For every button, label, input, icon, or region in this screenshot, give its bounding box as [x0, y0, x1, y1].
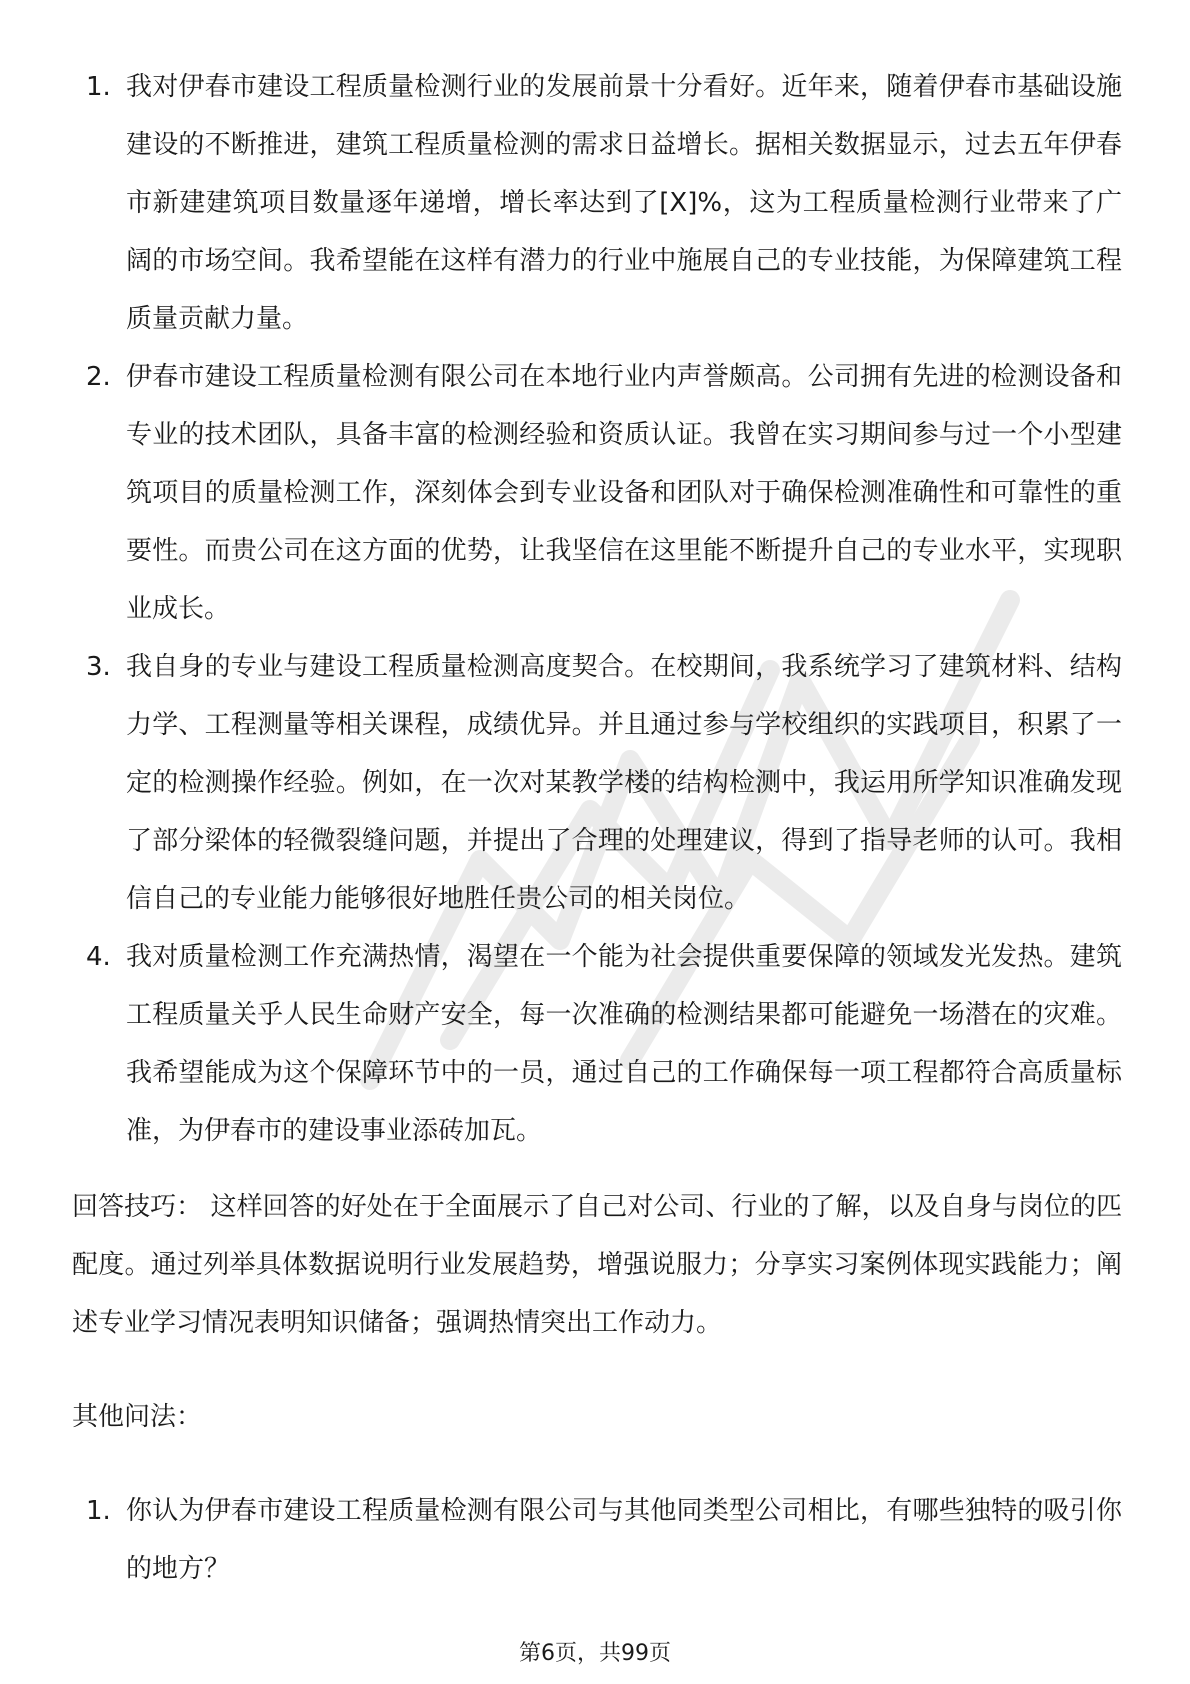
other-questions-list [72, 1482, 1122, 1598]
list-item [72, 58, 1122, 348]
list-item-text: 伊春市建设工程质量检测有限公司在本地行业内声誉颇高。公司拥有先进的检测设备和专业的技术团队，具备丰富的检测经验和资质认证。我曾在实习期间参与过一个小型建筑项目的质量检测工作，深刻体会到专业设备和团队对于确保检测准确性和可靠性的重要性。而贵公司在这方面的优势，让我坚信在这里能不断提升自己的专业水平，实现职业成长。 [126, 362, 1122, 624]
list-item-text: 我对质量检测工作充满热情，渴望在一个能为社会提供重要保障的领域发光发热。建筑工程质量关乎人民生命财产安全，每一次准确的检测结果都可能避免一场潜在的灾难。我希望能成为这个保障环节中的一员，通过自己的工作确保每一项工程都符合高质量标准，为伊春市的建设事业添砖加瓦。 [126, 942, 1122, 1146]
list-item-number: 2. [86, 362, 111, 392]
answer-list [72, 58, 1122, 1160]
other-questions-title: 其他问法： [72, 1402, 203, 1432]
list-item-number: 1. [86, 1496, 111, 1526]
list-item [72, 928, 1122, 1160]
list-item-number: 1. [86, 72, 111, 102]
list-item-text: 我自身的专业与建设工程质量检测高度契合。在校期间，我系统学习了建筑材料、结构力学、工程测量等相关课程，成绩优异。并且通过参与学校组织的实践项目，积累了一定的检测操作经验。例如，在一次对某教学楼的结构检测中，我运用所学知识准确发现了部分梁体的轻微裂缝问题，并提出了合理的处理建议，得到了指导老师的认可。我相信自己的专业能力能够很好地胜任贵公司的相关岗位。 [126, 652, 1122, 914]
document-content [72, 58, 1122, 1598]
list-item [72, 638, 1122, 928]
list-item [72, 348, 1122, 638]
list-item-text: 你认为伊春市建设工程质量检测有限公司与其他同类型公司相比，有哪些独特的吸引你的地方？ [126, 1496, 1122, 1584]
page-number: 第6页，共99页 [519, 1641, 671, 1666]
list-item-number: 3. [86, 652, 111, 682]
list-item [72, 1482, 1122, 1598]
list-item-text: 我对伊春市建设工程质量检测行业的发展前景十分看好。近年来，随着伊春市基础设施建设的不断推进，建筑工程质量检测的需求日益增长。据相关数据显示，过去五年伊春市新建建筑项目数量逐年递增，增长率达到了[X]%，这为工程质量检测行业带来了广阔的市场空间。我希望能在这样有潜力的行业中施展自己的专业技能，为保障建筑工程质量贡献力量。 [126, 72, 1122, 334]
answer-tips: 回答技巧： 这样回答的好处在于全面展示了自己对公司、行业的了解，以及自身与岗位的匹配度。通过列举具体数据说明行业发展趋势，增强说服力；分享实习案例体现实践能力；阐述专业学习情况表明知识储备；强调热情突出工作动力。 [72, 1192, 1122, 1338]
list-item-number: 4. [86, 942, 111, 972]
